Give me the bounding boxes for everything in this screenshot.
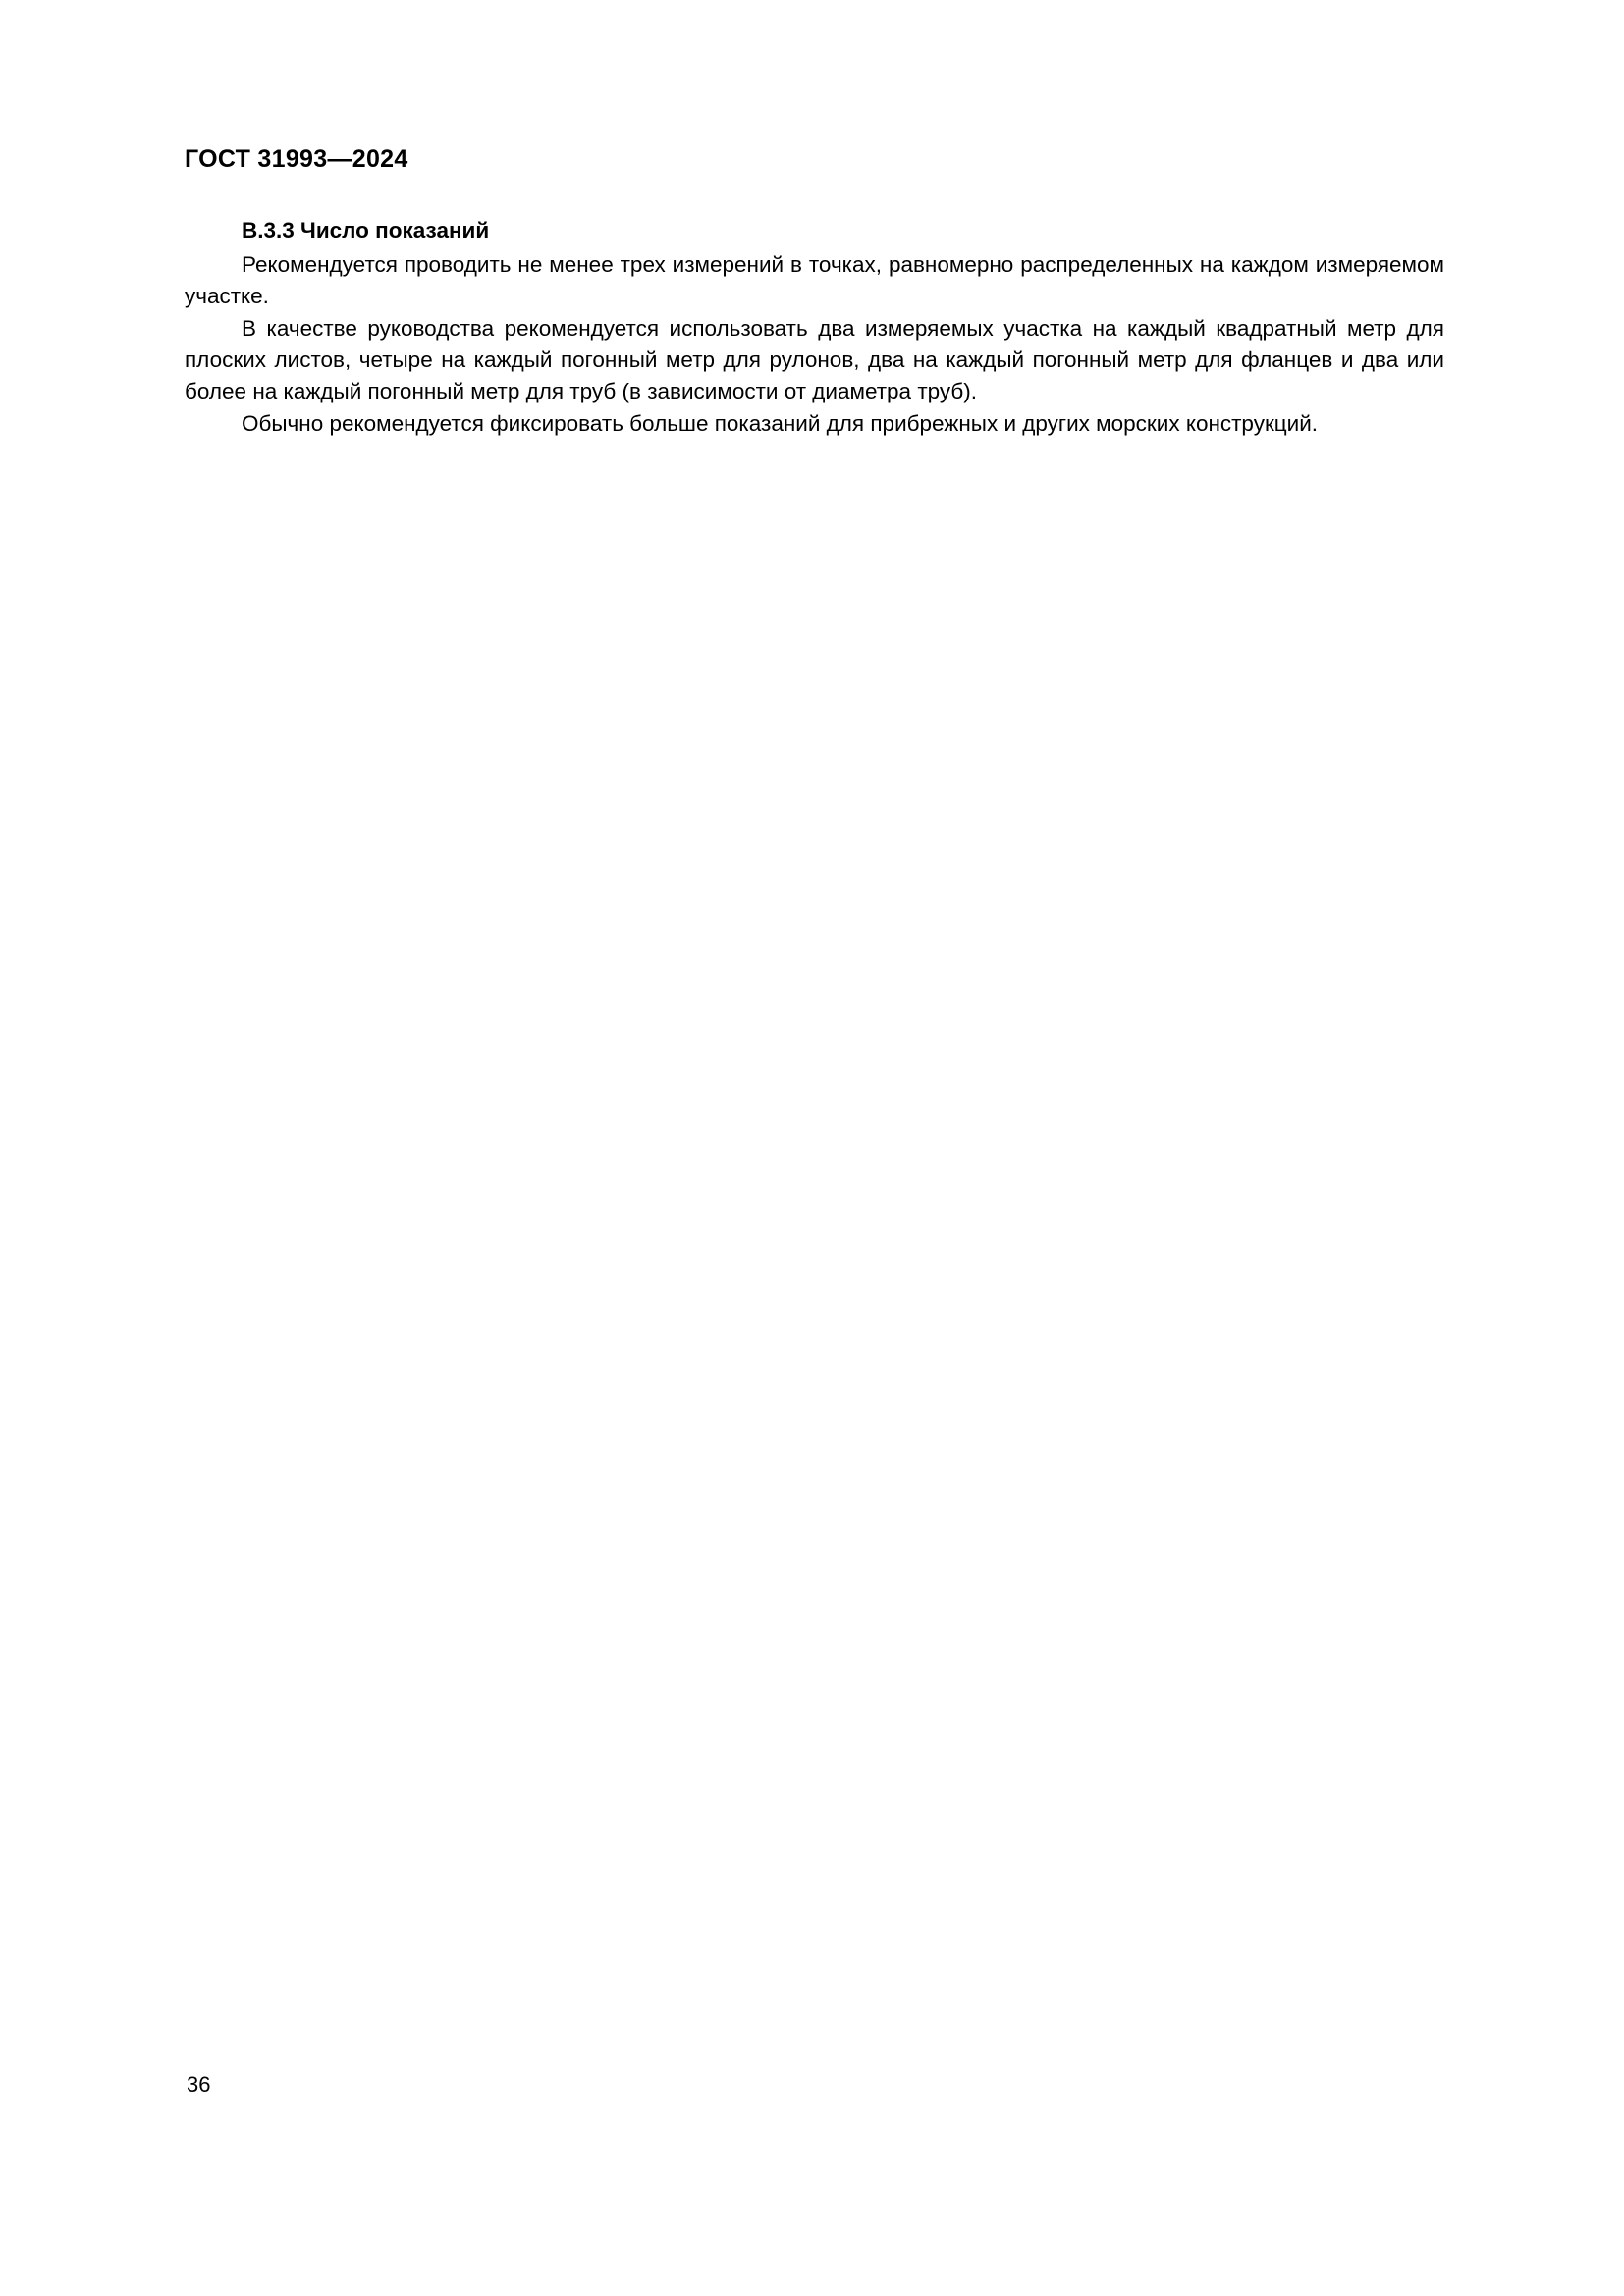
- page-number: 36: [187, 2072, 211, 2097]
- paragraph-3: Обычно рекомендуется фиксировать больше показаний для прибрежных и других морских конструкций.: [242, 411, 1319, 437]
- paragraph-1: Рекомендуется проводить не менее трех измерений в точках, равномерно распределенных на каждом измеряемом участке.: [185, 252, 1444, 309]
- body-content: [185, 216, 1444, 440]
- paragraph-2: В качестве руководства рекомендуется использовать два измеряемых участка на каждый квадратный метр для плоских листов, четыре на каждый погонный метр для рулонов, два на каждый погонный метр для фланцев и два или более на каждый погонный метр для труб (в зависимости от диаметра труб).: [185, 316, 1444, 404]
- clause-heading: В.3.3 Число показаний: [242, 218, 490, 242]
- running-head: ГОСТ 31993—2024: [185, 145, 408, 173]
